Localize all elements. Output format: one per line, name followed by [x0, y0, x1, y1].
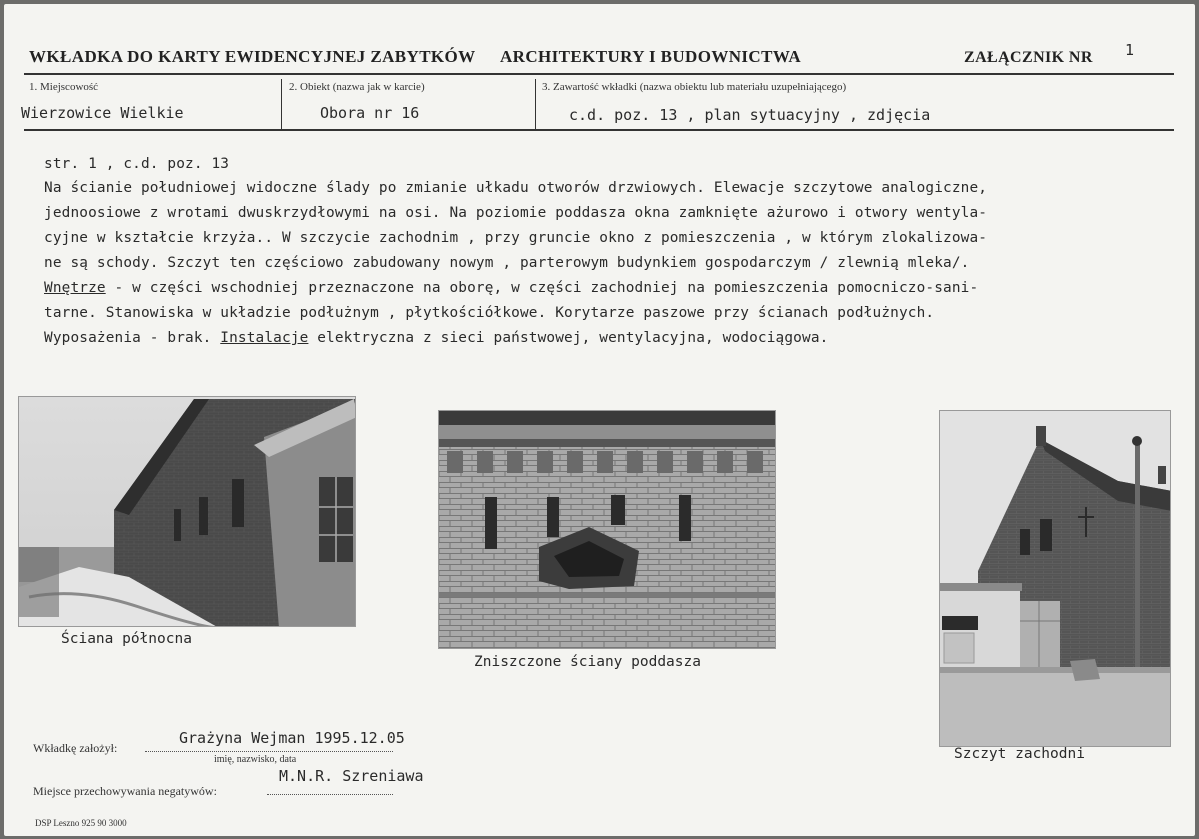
field-divider	[535, 79, 536, 129]
fields-rule	[24, 129, 1174, 131]
record-sheet	[4, 4, 1195, 836]
made-by-line	[145, 751, 393, 752]
object-value: Obora nr 16	[320, 104, 420, 122]
body-line-7: tarne. Stanowiska w układzie podłużnym , płytkościółkowe. Korytarze paszowe przy ścianach podłużnych.	[44, 305, 935, 321]
negatives-label: Miejsce przechowywania negatywów:	[33, 784, 217, 798]
form-title-mid: ARCHITEKTURY I BUDOWNICTWA	[500, 47, 802, 66]
body-line-8-text-b: elektryczna z sieci państwowej, wentylacyjna, wodociągowa.	[308, 330, 829, 346]
locality-value: Wierzowice Wielkie	[21, 104, 184, 122]
heading-installations: Instalacje	[220, 330, 309, 346]
body-line-4: cyjne w kształcie krzyża.. W szczycie zachodnim , przy gruncie okno z pomieszczenia , w którym zlokalizowa-	[44, 230, 988, 246]
print-code: DSP Leszno 925 90 3000	[35, 818, 127, 828]
contents-value: c.d. poz. 13 , plan sytuacyjny , zdjęcia	[569, 106, 931, 124]
form-title-left: WKŁADKA DO KARTY EWIDENCYJNEJ ZABYTKÓW	[29, 47, 476, 66]
made-by-value: Grażyna Wejman 1995.12.05	[179, 729, 405, 747]
field-2-label: 2. Obiekt (nazwa jak w karcie)	[289, 81, 425, 93]
photo-north-wall-image	[19, 397, 356, 627]
made-by-label: Wkładkę założył:	[33, 741, 118, 755]
photo-west-gable	[939, 410, 1171, 747]
photo-damaged-attic	[438, 410, 776, 649]
body-line-6-text: - w części wschodniej przeznaczone na oborę, w części zachodniej na pomieszczenia pomocniczo-sani-	[105, 280, 979, 296]
negatives-line	[267, 794, 393, 795]
body-line-6	[44, 280, 978, 296]
photo-west-gable-caption: Szczyt zachodni	[954, 746, 1085, 762]
attachment-number: 1	[1125, 41, 1135, 59]
body-line-5: ne są schody. Szczyt ten częściowo zabudowany nowym , parterowym budynkiem gospodarczym / zlewnią mleka/.	[44, 255, 970, 271]
field-1-label: 1. Miejscowość	[29, 81, 99, 93]
body-line-3: jednoosiowe z wrotami dwuskrzydłowymi na osi. Na poziomie poddasza okna zamknięte ażurowo i otwory wentyla-	[44, 205, 988, 221]
heading-interior: Wnętrze	[44, 280, 106, 296]
institution-value: M.N.R. Szreniawa	[279, 767, 424, 785]
header-rule	[24, 73, 1174, 75]
body-line-8-text-a: Wyposażenia - brak.	[44, 330, 221, 346]
body-line-2: Na ścianie południowej widoczne ślady po zmianie ułkadu otworów drzwiowych. Elewacje szczytowe analogiczne,	[44, 180, 988, 196]
field-3-label: 3. Zawartość wkładki (nazwa obiektu lub materiału uzupełniającego)	[542, 81, 847, 93]
field-divider	[281, 79, 282, 129]
attachment-label: ZAŁĄCZNIK NR	[964, 49, 1093, 66]
body-line-1: str. 1 , c.d. poz. 13	[44, 156, 230, 172]
made-by-hint: imię, nazwisko, data	[214, 754, 297, 765]
body-line-8	[44, 330, 828, 346]
photo-north-wall	[18, 396, 356, 627]
photo-west-gable-image	[940, 411, 1171, 747]
photo-damaged-attic-image	[439, 411, 776, 649]
photo-damaged-attic-caption: Zniszczone ściany poddasza	[474, 654, 701, 670]
photo-north-wall-caption: Ściana północna	[61, 631, 192, 647]
